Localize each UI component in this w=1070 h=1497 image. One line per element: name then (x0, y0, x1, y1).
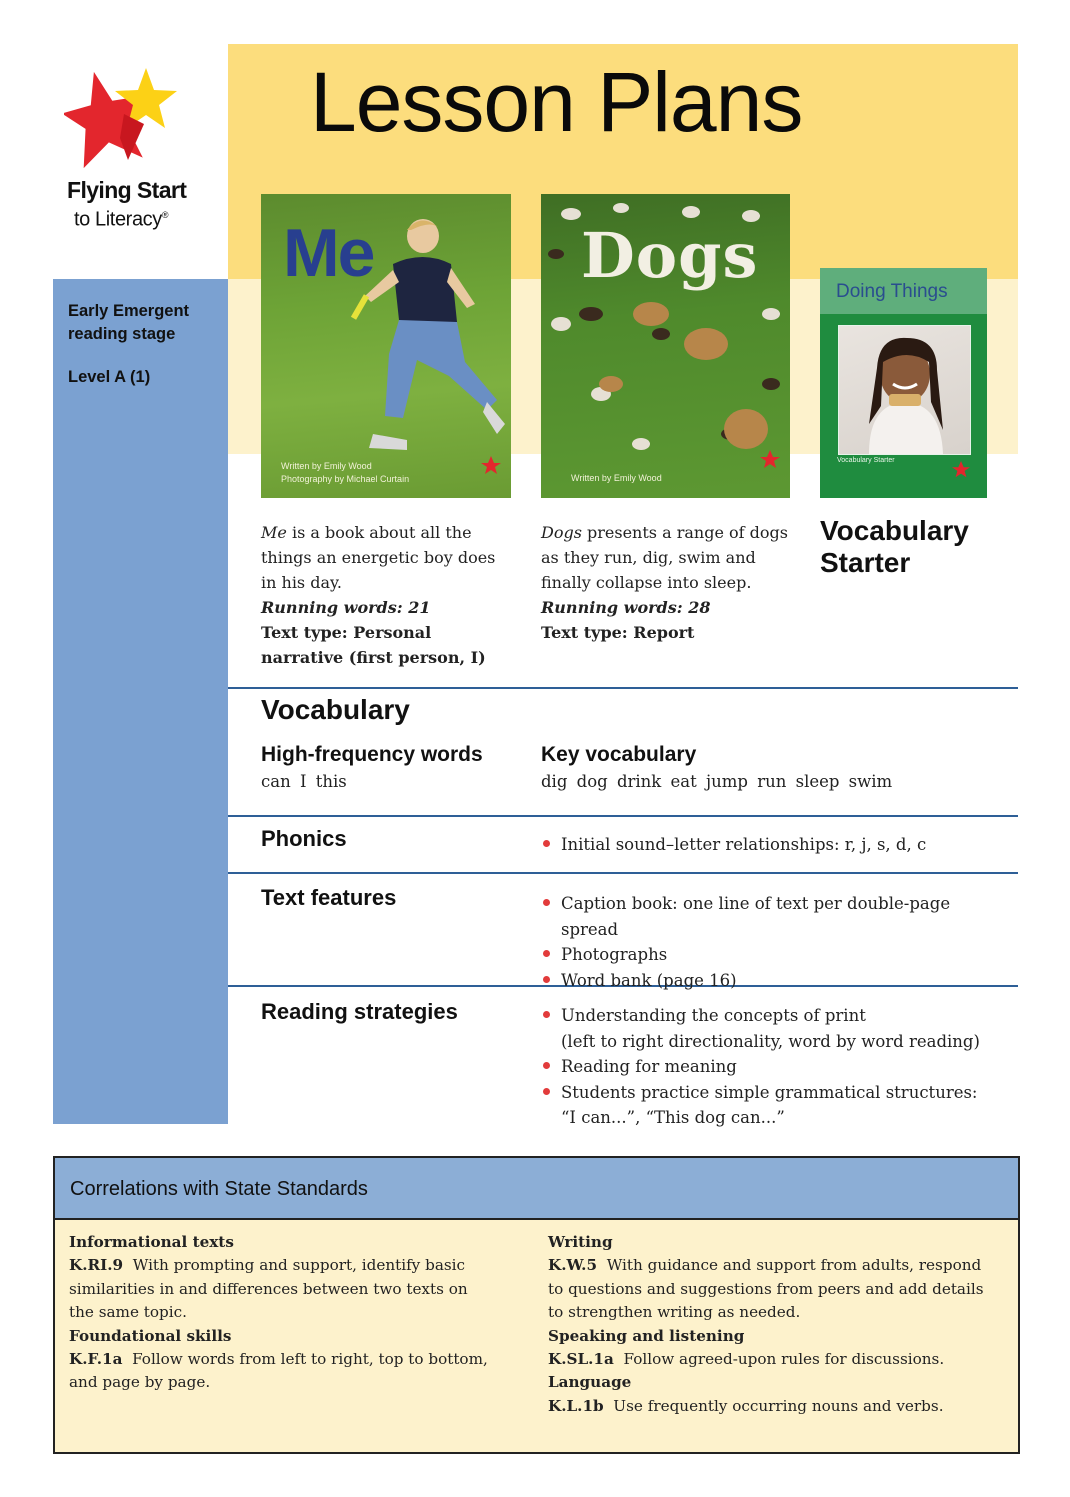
cover-title-me: Me (283, 215, 374, 291)
standard-entry: K.W.5 With guidance and support from adults, respond to questions and suggestions from peers and add details to strengthen writing as needed. (548, 1256, 984, 1322)
standards-right-column (548, 1231, 998, 1418)
divider (228, 815, 1018, 817)
standard-category: Writing (548, 1233, 613, 1251)
list-item: Photographs (541, 942, 1011, 968)
flying-start-star-logo-icon (64, 64, 179, 176)
book-cover-me (261, 194, 511, 498)
book-cover-dogs (541, 194, 790, 498)
list-item: Reading for meaning (541, 1054, 1011, 1080)
list-item: Initial sound–letter relationships: r, j, s, d, c (541, 832, 1011, 858)
reading-strategies-list (541, 1003, 1011, 1131)
book-title-inline: Dogs (541, 523, 582, 542)
standards-left-column (69, 1231, 489, 1395)
text-features-heading: Text features (261, 885, 397, 910)
running-words: Running words: 21 (261, 598, 431, 617)
standards-header (55, 1158, 1018, 1220)
standard-entry: K.SL.1a Follow agreed-upon rules for discussions. (548, 1350, 945, 1369)
text-type: Text type: Report (541, 623, 695, 642)
standard-category: Informational texts (69, 1233, 234, 1251)
list-item: Students practice simple grammatical structures: “I can...”, “This dog can...” (541, 1080, 1011, 1131)
vocabulary-heading: Vocabulary (261, 694, 410, 725)
text-features-list (541, 891, 1011, 993)
girl-photo (838, 325, 971, 455)
book-title-inline: Me (261, 523, 287, 542)
cover-logo-icon (481, 456, 501, 476)
cover-author-credit: Written by Emily Wood (281, 461, 372, 471)
phonics-heading: Phonics (261, 826, 347, 851)
standards-title: Correlations with State Standards (70, 1178, 368, 1200)
logo-text-flying-start: Flying Start (67, 177, 187, 203)
vocabulary-starter-label: Vocabulary Starter (820, 515, 969, 578)
key-vocabulary-heading: Key vocabulary (541, 743, 697, 766)
running-words: Running words: 28 (541, 598, 711, 617)
high-frequency-heading: High-frequency words (261, 743, 483, 766)
book-description-dogs: Dogs presents a range of dogs as they run, dig, swim and finally collapse into sleep. Running words: 28 Text type: Report (541, 523, 788, 642)
sidebar (53, 279, 228, 1124)
standard-entry: K.L.1b Use frequently occurring nouns and verbs. (548, 1396, 944, 1415)
phonics-list (541, 832, 1011, 858)
cover-header-strip (820, 268, 987, 314)
list-item: Understanding the concepts of print (left to right directionality, word by word reading) (541, 1003, 1011, 1054)
key-vocabulary-words: dig dog drink eat jump run sleep swim (541, 772, 893, 791)
list-item: Caption book: one line of text per double-page spread (541, 891, 1011, 942)
reading-stage-label: Early Emergent reading stage (68, 302, 190, 343)
standard-entry: K.F.1a Follow words from left to right, top to bottom, and page by page. (69, 1350, 488, 1392)
book-cover-doing-things (820, 268, 987, 498)
standards-box (53, 1156, 1020, 1454)
cover-title-dogs: Dogs (581, 219, 759, 292)
cover-series-label: Vocabulary Starter (837, 457, 895, 464)
list-item: Word bank (page 16) (541, 968, 1011, 994)
divider (228, 872, 1018, 874)
divider (228, 687, 1018, 689)
standard-category: Foundational skills (69, 1326, 232, 1345)
logo-text-to-literacy: to Literacy® (74, 208, 169, 231)
reading-strategies-heading: Reading strategies (261, 999, 458, 1024)
running-boy-photo (261, 194, 511, 498)
high-frequency-words: can I this (261, 772, 347, 791)
cover-logo-icon (760, 450, 780, 470)
cover-title-doing-things: Doing Things (836, 281, 948, 302)
standard-entry: K.RI.9 With prompting and support, identify basic similarities in and differences between two texts on the same topic. (69, 1256, 468, 1322)
cover-photo-credit: Photography by Michael Curtain (281, 474, 410, 484)
page-title: Lesson Plans (310, 55, 803, 149)
standard-category: Speaking and listening (548, 1326, 745, 1345)
level-label: Level A (1) (68, 368, 151, 386)
book-description-me: Me is a book about all the things an energetic boy does in his day. Running words: 21 Text type: Personal narrative (first person, I) (261, 523, 496, 667)
cover-logo-icon (952, 461, 970, 479)
standard-category: Language (548, 1373, 632, 1392)
cover-author-credit: Written by Emily Wood (571, 473, 662, 483)
text-type: Text type: Personal narrative (first person, I) (261, 623, 486, 667)
